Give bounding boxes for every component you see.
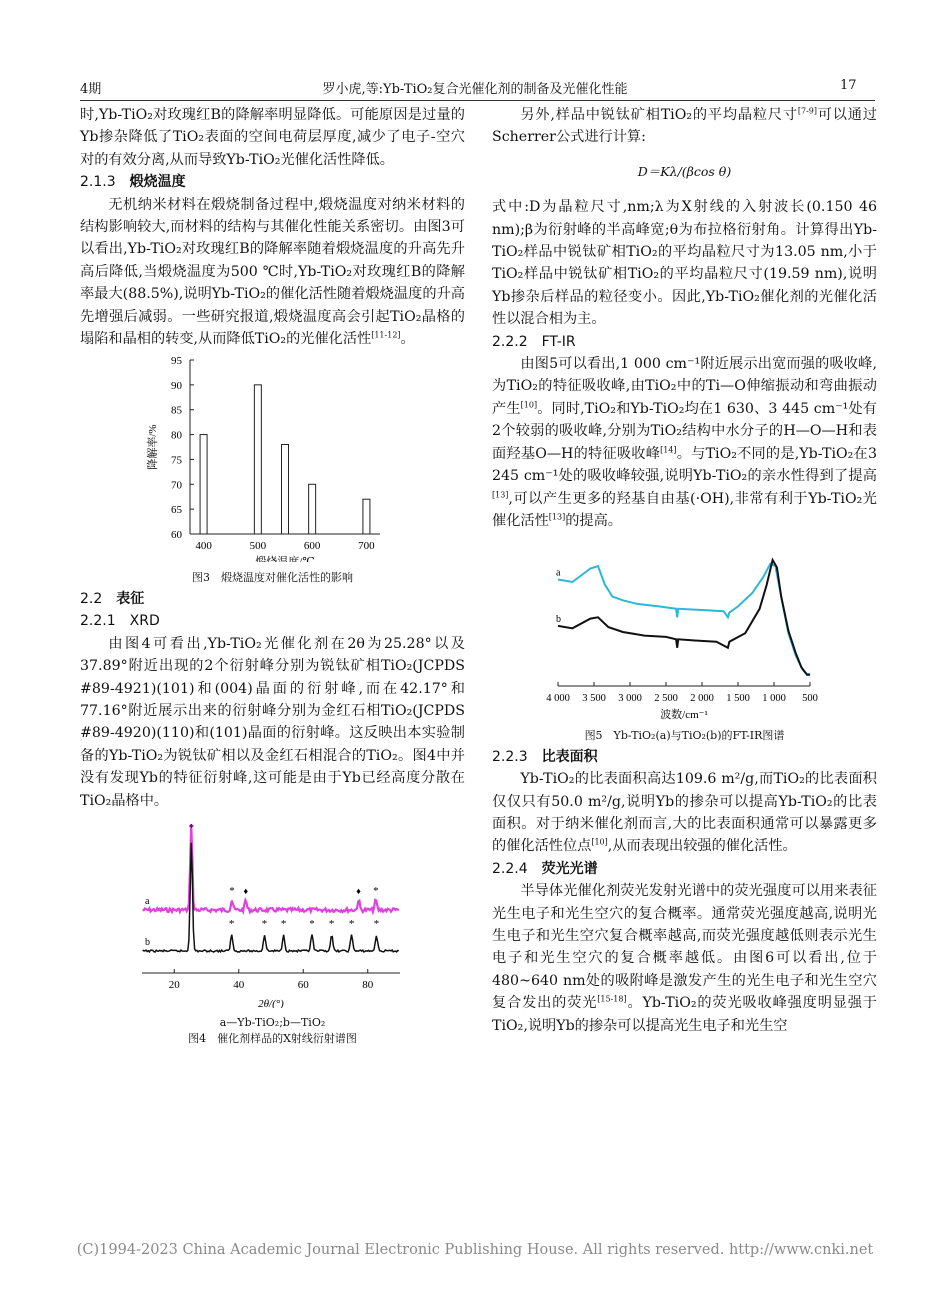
y-axis-label: 降解率/% xyxy=(147,424,159,471)
paragraph-text: ,可以产生更多的羟基自由基(·OH),非常有利于Yb-TiO₂光催化活性 xyxy=(492,490,877,529)
x-tick-label: 600 xyxy=(303,540,321,553)
section-heading-2-2-2 xyxy=(492,331,877,353)
peak-marker: * xyxy=(348,917,355,930)
y-tick-label: 75 xyxy=(171,454,182,467)
paragraph-text: Yb-TiO₂的比表面积高达109.6 m²/g,而TiO₂的比表面积仅仅只有50.0 m²/g,说明Yb的掺杂可以提高Yb-TiO₂的比表面积。对于纳米催化剂而言,大的比表面积通常可以暴露更多的催化活性位点 xyxy=(492,771,877,855)
section-title: FT-IR xyxy=(541,333,576,350)
series-b-line xyxy=(558,560,810,675)
peak-marker: * xyxy=(228,917,235,930)
x-tick-label: 1 500 xyxy=(726,693,750,705)
bar-chart xyxy=(80,352,465,562)
citation: [15-18] xyxy=(597,994,627,1004)
section-title: XRD xyxy=(129,613,160,630)
paragraph-text: 无机纳米材料在煅烧制备过程中,煅烧温度对纳米材料的结构影响较大,而材料的结构与其催化性能关系密切。由图3可以看出,Yb-TiO₂对玫瑰红B的降解率随着煅烧温度的升高先升高后降低,当煅烧温度为500 ℃时,Yb-TiO₂对玫瑰红B的降解率最大(88.5%),说明Yb-TiO₂的催化活性随着煅烧温度的升高先增强后减弱。一些研究报道,煅烧温度高会引起TiO₂晶格的塌陷和晶相的转变,从而降低TiO₂的光催化活性 xyxy=(80,196,465,348)
x-tick-label: 500 xyxy=(249,540,267,553)
section-number: 2.2.2 xyxy=(492,333,528,350)
citation: [7-9] xyxy=(797,106,817,116)
section-number: 2.2.3 xyxy=(492,748,528,765)
citation: [13] xyxy=(548,512,566,522)
paragraph xyxy=(492,353,877,532)
x-tick-label: 80 xyxy=(362,978,374,991)
bar xyxy=(309,485,316,535)
section-heading-2-2-1 xyxy=(80,610,465,632)
running-header xyxy=(0,78,950,100)
bar xyxy=(363,500,370,535)
section-title: 煅烧温度 xyxy=(129,174,186,191)
paragraph xyxy=(492,768,877,858)
paragraph: 式中:D为晶粒尺寸,nm;λ为X射线的入射波长(0.150 46 nm);β为衍射峰的半高峰宽;θ为布拉格衍射角。计算得出Yb-TiO₂样品中锐钛矿相TiO₂的平均晶粒尺寸为13.05 nm,小于TiO₂样品中锐钛矿相TiO₂的平均晶粒尺寸(19.59 nm),说明Yb掺杂后样品的粒径变小。因此,Yb-TiO₂催化剂的光催化活性以混合相为主。 xyxy=(492,199,877,328)
section-heading-2-2-3 xyxy=(492,746,877,768)
header-rule xyxy=(80,100,875,101)
figure-4 xyxy=(80,818,465,1047)
y-tick-label: 65 xyxy=(171,504,182,517)
figure-5 xyxy=(492,534,877,743)
x-tick-label: 400 xyxy=(195,540,212,553)
figure-caption: 图3 煅烧温度对催化活性的影响 xyxy=(192,570,353,584)
x-axis-label: 煅烧温度/℃ xyxy=(255,556,315,563)
paragraph-text: 可以通过Scherrer公式进行计算: xyxy=(492,107,877,146)
section-number: 2.1.3 xyxy=(80,174,116,191)
y-tick-label: 95 xyxy=(171,355,182,368)
issue-number: 4期 xyxy=(80,82,102,97)
series-label: b xyxy=(556,614,561,626)
series-label: a xyxy=(556,567,561,579)
right-column xyxy=(492,104,877,1037)
bar xyxy=(254,385,261,534)
x-tick-label: 500 xyxy=(802,693,818,705)
x-tick-label: 2 500 xyxy=(654,693,678,705)
section-number: 2.2 xyxy=(80,590,103,607)
figure-legend: a—Yb-TiO₂;b—TiO₂ xyxy=(219,1016,326,1030)
citation: [10] xyxy=(520,400,538,410)
paragraph-text: 。与TiO₂不同的是,Yb-TiO₂在3 245 cm⁻¹处的吸收峰较强,说明Yb-TiO₂的亲水性得到了提高 xyxy=(492,445,877,485)
x-tick-label: 40 xyxy=(233,978,245,991)
running-title: 罗小虎,等:Yb-TiO₂复合光催化剂的制备及光催化性能 xyxy=(322,82,628,97)
y-tick-label: 90 xyxy=(171,380,182,393)
paragraph-text: 由图5可以看出,1 000 cm⁻¹附近展示出宽而强的吸收峰,为TiO₂的特征吸收峰,由TiO₂中的Ti—O伸缩振动和弯曲振动产生 xyxy=(492,356,877,417)
paragraph-text: 。同时,TiO₂和Yb-TiO₂均在1 630、3 445 cm⁻¹处有2个较弱的吸收峰,分别为TiO₂结构中水分子的H—O—H和表面羟基O—H的特征吸收峰 xyxy=(492,400,877,462)
peak-marker: * xyxy=(309,917,315,930)
citation: [14] xyxy=(660,444,677,454)
series-label: a xyxy=(145,895,150,907)
section-title: 比表面积 xyxy=(541,748,598,765)
page-number: 17 xyxy=(840,78,857,93)
bar xyxy=(200,435,207,534)
x-tick-label: 20 xyxy=(168,978,180,991)
section-title: 表征 xyxy=(116,590,145,607)
x-tick-label: 60 xyxy=(297,978,309,991)
peak-marker: ♦ xyxy=(243,885,249,896)
peak-marker: * xyxy=(280,917,287,930)
paragraph-text: 另外,样品中锐钛矿相TiO₂的平均晶粒尺寸 xyxy=(520,107,798,123)
paragraph xyxy=(492,104,877,149)
ftir-chart xyxy=(492,534,877,720)
paragraph-text: 。 xyxy=(400,331,415,348)
series-label: b xyxy=(145,936,150,948)
x-tick-label: 700 xyxy=(358,540,375,553)
series-a-line xyxy=(558,564,810,675)
x-axis-label: 2θ/(°) xyxy=(258,997,284,1008)
paragraph: 由图4可看出,Yb-TiO₂光催化剂在2θ为25.28°以及37.89°附近出现的2个衍射峰分别为锐钛矿相TiO₂(JCPDS #89-4921)(101)和(004)晶面的衍射峰,而在42.17°和77.16°附近展示出来的衍射峰分别为金红石相TiO₂(JCPDS #89-4920)(110)和(101)晶面的衍射峰。这反映出本实验制备的Yb-TiO₂为锐钛矿相以及金红石相混合的TiO₂。图4中并没有发现Yb的特征衍射峰,这可能是由于Yb已经高度分散在TiO₂晶格中。 xyxy=(80,635,465,809)
peak-marker: ♦ xyxy=(356,885,361,896)
paragraph-text: ,从而表现出较强的催化活性。 xyxy=(607,838,797,855)
section-title: 荧光光谱 xyxy=(541,860,598,877)
citation: [13] xyxy=(492,489,509,499)
section-heading-2-2 xyxy=(80,588,465,610)
y-tick-label: 60 xyxy=(171,529,182,542)
figure-3 xyxy=(80,352,465,585)
peak-marker: * xyxy=(229,884,235,897)
bar xyxy=(282,445,289,534)
peak-marker: * xyxy=(373,917,380,930)
x-tick-label: 4 000 xyxy=(546,693,570,705)
section-number: 2.2.1 xyxy=(80,613,116,630)
peak-marker: * xyxy=(373,884,379,897)
left-column xyxy=(80,104,465,1049)
citation: [11-12] xyxy=(371,330,401,340)
x-axis-label: 波数/cm⁻¹ xyxy=(660,709,708,721)
figure-caption: 图4 催化剂样品的X射线衍射谱图 xyxy=(188,1032,357,1046)
y-tick-label: 70 xyxy=(171,479,182,492)
paragraph xyxy=(492,880,877,1037)
scherrer-formula: D＝Kλ/(βcos θ) xyxy=(637,164,732,180)
x-tick-label: 3 000 xyxy=(618,693,642,705)
x-tick-label: 1 000 xyxy=(762,693,786,705)
paragraph: 时,Yb-TiO₂对玫瑰红B的降解率明显降低。可能原因是过量的Yb掺杂降低了TiO₂表面的空间电荷层厚度,减少了电子-空穴对的有效分离,从而导致Yb-TiO₂光催化活性降低。 xyxy=(80,107,465,168)
y-tick-label: 80 xyxy=(171,430,182,443)
peak-marker: * xyxy=(328,917,335,930)
x-tick-label: 3 500 xyxy=(582,693,606,705)
y-tick-label: 85 xyxy=(171,405,182,418)
series-a-line xyxy=(143,821,399,912)
peak-marker: * xyxy=(261,917,268,930)
paragraph-text: 半导体光催化剂荧光发射光谱中的荧光强度可以用来表征光生电子和光生空穴的复合概率。通常荧光强度越高,说明光生电子和光生空穴复合概率越高,而荧光强度越低则表示光生电子和光生空穴的复合概率越低。由图6可以看出,位于480~640 nm处的吸附峰是激发产生的光生电子和光生空穴复合发出的荧光 xyxy=(492,883,877,1012)
citation: [10] xyxy=(591,837,608,847)
peak-marker: * xyxy=(188,821,195,834)
x-tick-label: 2 000 xyxy=(690,693,714,705)
section-heading-2-1-3 xyxy=(80,171,465,193)
section-heading-2-2-4 xyxy=(492,858,877,880)
figure-caption: 图5 Yb-TiO₂(a)与TiO₂(b)的FT-IR图谱 xyxy=(584,728,785,742)
paragraph-text: 。Yb-TiO₂的荧光吸收峰强度明显强于TiO₂,说明Yb的掺杂可以提高光生电子和光生空 xyxy=(492,995,877,1034)
section-number: 2.2.4 xyxy=(492,860,528,877)
copyright-footer: (C)1994-2023 China Academic Journal Electronic Publishing House. All rights reserved. http://www.cnki.net xyxy=(76,1242,874,1258)
series-b-line xyxy=(143,843,399,952)
xrd-chart xyxy=(80,818,465,1008)
paragraph xyxy=(80,194,465,351)
paragraph-text: 的提高。 xyxy=(565,512,622,529)
